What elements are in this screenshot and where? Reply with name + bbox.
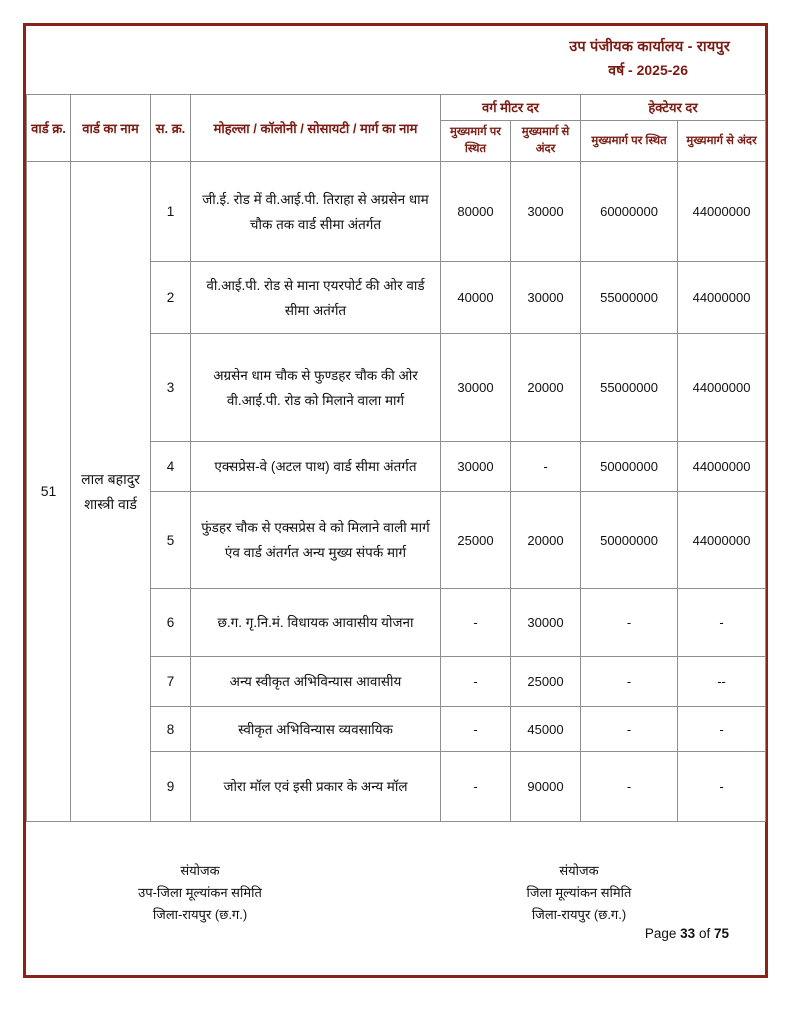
cell-sqm-inside: 20000 xyxy=(511,334,581,442)
cell-sqm-inside: 30000 xyxy=(511,589,581,657)
page-total: 75 xyxy=(713,926,729,941)
header-ward-no: वार्ड क्र. xyxy=(27,95,71,162)
cell-sqm-on-main: - xyxy=(441,707,511,752)
table-header-row-1 xyxy=(27,95,766,121)
cell-hectare-on-main: 50000000 xyxy=(581,442,678,492)
left-district: जिला-रायपुर (छ.ग.) xyxy=(152,907,248,922)
cell-sqm-on-main: - xyxy=(441,752,511,822)
cell-sr: 5 xyxy=(151,492,191,589)
header-hectare-on-main: मुख्यमार्ग पर स्थित xyxy=(581,121,678,162)
office-title: उप पंजीयक कार्यालय - रायपुर xyxy=(569,39,730,55)
cell-hectare-inside: -- xyxy=(678,657,766,707)
cell-place: अग्रसेन धाम चौक से फुण्डहर चौक की ओर वी.आई.पी. रोड को मिलाने वाला मार्ग xyxy=(191,334,441,442)
cell-hectare-on-main: 50000000 xyxy=(581,492,678,589)
header-place-name: मोहल्ला / कॉलोनी / सोसायटी / मार्ग का नाम xyxy=(191,95,441,162)
cell-sqm-on-main: 40000 xyxy=(441,262,511,334)
cell-hectare-on-main: - xyxy=(581,589,678,657)
document-header xyxy=(26,26,765,94)
cell-place: छ.ग. गृ.नि.मं. विधायक आवासीय योजना xyxy=(191,589,441,657)
cell-hectare-inside: - xyxy=(678,589,766,657)
right-role: संयोजक xyxy=(559,863,599,878)
cell-sqm-inside: 25000 xyxy=(511,657,581,707)
cell-sr: 4 xyxy=(151,442,191,492)
right-district: जिला-रायपुर (छ.ग.) xyxy=(531,907,627,922)
signature-block-right xyxy=(429,860,729,926)
right-committee: जिला मूल्यांकन समिति xyxy=(526,885,632,900)
cell-hectare-inside: 44000000 xyxy=(678,442,766,492)
cell-hectare-on-main: - xyxy=(581,657,678,707)
left-committee: उप-जिला मूल्यांकन समिति xyxy=(138,885,262,900)
cell-place: फुंडहर चौक से एक्सप्रेस वे को मिलाने वाली मार्ग एंव वार्ड अंतर्गत अन्य मुख्य संपर्क मार्ग xyxy=(191,492,441,589)
cell-hectare-on-main: 55000000 xyxy=(581,262,678,334)
cell-place: अन्य स्वीकृत अभिविन्यास आवासीय xyxy=(191,657,441,707)
table-row xyxy=(27,162,766,262)
cell-hectare-inside: 44000000 xyxy=(678,262,766,334)
cell-sr: 6 xyxy=(151,589,191,657)
page-of-label: of xyxy=(698,926,711,941)
cell-sr: 7 xyxy=(151,657,191,707)
cell-hectare-inside: - xyxy=(678,752,766,822)
table-body xyxy=(27,162,766,822)
property-rate-table xyxy=(26,94,766,822)
page-current: 33 xyxy=(680,926,696,941)
cell-sr: 9 xyxy=(151,752,191,822)
cell-hectare-inside: 44000000 xyxy=(678,334,766,442)
cell-hectare-on-main: - xyxy=(581,752,678,822)
page-label: Page xyxy=(644,926,677,941)
cell-sr: 1 xyxy=(151,162,191,262)
page-number xyxy=(645,926,729,941)
cell-ward-name: लाल बहादुर शास्त्री वार्ड xyxy=(71,162,151,822)
cell-hectare-inside: 44000000 xyxy=(678,162,766,262)
header-sqm-on-main: मुख्यमार्ग पर स्थित xyxy=(441,121,511,162)
cell-sr: 3 xyxy=(151,334,191,442)
cell-hectare-inside: - xyxy=(678,707,766,752)
cell-sqm-on-main: 80000 xyxy=(441,162,511,262)
cell-sqm-inside: 45000 xyxy=(511,707,581,752)
document-page xyxy=(23,23,768,978)
cell-place: वी.आई.पी. रोड से माना एयरपोर्ट की ओर वार्ड सीमा अतंर्गत xyxy=(191,262,441,334)
cell-hectare-on-main: - xyxy=(581,707,678,752)
cell-sqm-on-main: - xyxy=(441,589,511,657)
cell-sqm-inside: 30000 xyxy=(511,162,581,262)
left-role: संयोजक xyxy=(180,863,220,878)
cell-sqm-on-main: - xyxy=(441,657,511,707)
cell-place: जी.ई. रोड में वी.आई.पी. तिराहा से अग्रसेन धाम चौक तक वार्ड सीमा अंतर्गत xyxy=(191,162,441,262)
cell-sqm-on-main: 25000 xyxy=(441,492,511,589)
header-ward-name: वार्ड का नाम xyxy=(71,95,151,162)
cell-sqm-inside: 90000 xyxy=(511,752,581,822)
cell-place: स्वीकृत अभिविन्यास व्यवसायिक xyxy=(191,707,441,752)
cell-ward-no: 51 xyxy=(27,162,71,822)
cell-sr: 8 xyxy=(151,707,191,752)
fiscal-year: वर्ष - 2025-26 xyxy=(608,62,688,78)
cell-place: एक्सप्रेस-वे (अटल पाथ) वार्ड सीमा अंतर्गत xyxy=(191,442,441,492)
cell-hectare-inside: 44000000 xyxy=(678,492,766,589)
cell-hectare-on-main: 60000000 xyxy=(581,162,678,262)
header-sqm-inside: मुख्यमार्ग से अंदर xyxy=(511,121,581,162)
cell-hectare-on-main: 55000000 xyxy=(581,334,678,442)
cell-sr: 2 xyxy=(151,262,191,334)
header-sqm-rate-group: वर्ग मीटर दर xyxy=(441,95,581,121)
header-sr-no: स. क्र. xyxy=(151,95,191,162)
header-hectare-rate-group: हेक्टेयर दर xyxy=(581,95,766,121)
cell-place: जोरा मॉल एवं इसी प्रकार के अन्य मॉल xyxy=(191,752,441,822)
cell-sqm-inside: 30000 xyxy=(511,262,581,334)
header-hectare-inside: मुख्यमार्ग से अंदर xyxy=(678,121,766,162)
cell-sqm-inside: - xyxy=(511,442,581,492)
document-footer xyxy=(26,822,765,941)
cell-sqm-inside: 20000 xyxy=(511,492,581,589)
cell-sqm-on-main: 30000 xyxy=(441,334,511,442)
signature-block-left xyxy=(70,860,330,926)
cell-sqm-on-main: 30000 xyxy=(441,442,511,492)
